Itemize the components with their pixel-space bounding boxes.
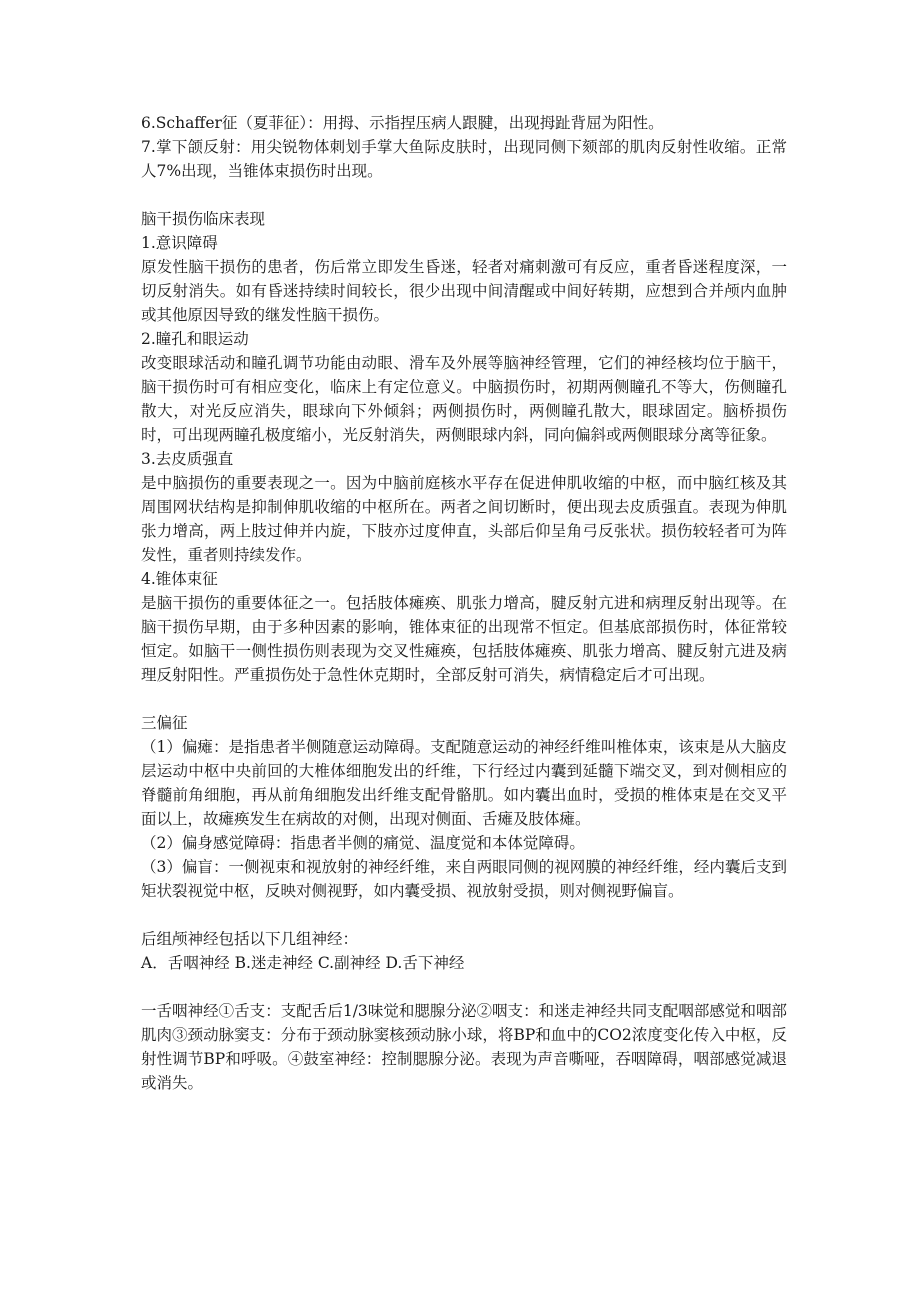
hemianesthesia-item: （2）偏身感觉障碍：指患者半侧的痛觉、温度觉和本体觉障碍。 [141, 834, 585, 852]
posterior-nerves-list: A．舌咽神经 B.迷走神经 C.副神经 D.舌下神经 [141, 954, 465, 972]
three-signs-heading: 三偏征 [141, 714, 188, 732]
section-title-pyramidal: 4.锥体束征 [141, 570, 218, 588]
spacer [141, 687, 787, 711]
document-page [141, 111, 787, 1095]
palmomental-reflex-line: 7.掌下颌反射：用尖锐物体刺划手掌大鱼际皮肤时，出现同侧下颏部的肌肉反射性收缩。正常人7%出现，当锥体束损伤时出现。 [141, 138, 787, 180]
spacer [141, 183, 787, 207]
hemiplegia-item: （1）偏瘫：是指患者半侧随意运动障碍。支配随意运动的神经纤维叫椎体束，该束是从大脑皮层运动中枢中央前回的大椎体细胞发出的纤维，下行经过内囊到延髓下端交叉，到对侧相应的脊髓前角细胞，再从前角细胞发出纤维支配骨骼肌。如内囊出血时，受损的椎体束是在交叉平面以上，故瘫痪发生在病故的对侧，出现对侧面、舌瘫及肢体瘫。 [141, 738, 787, 828]
schaffer-sign-line: 6.Schaffer征（夏菲征）：用拇、示指捏压病人跟腱，出现拇趾背屈为阳性。 [141, 114, 664, 132]
brainstem-heading: 脑干损伤临床表现 [141, 210, 266, 228]
section-body-pyramidal: 是脑干损伤的重要体征之一。包括肢体瘫痪、肌张力增高，腱反射亢进和病理反射出现等。在脑干损伤早期，由于多种因素的影响，锥体束征的出现常不恒定。但基底部损伤时，体征常较恒定。如脑干一侧性损伤则表现为交叉性瘫痪，包括肢体瘫痪、肌张力增高、腱反射亢进及病理反射阳性。严重损伤处于急性休克期时，全部反射可消失，病情稳定后才可出现。 [141, 594, 787, 684]
spacer [141, 903, 787, 927]
section-body-decorticate: 是中脑损伤的重要表现之一。因为中脑前庭核水平存在促进伸肌收缩的中枢，而中脑红核及其周围网状结构是抑制伸肌收缩的中枢所在。两者之间切断时，便出现去皮质强直。表现为伸肌张力增高，两上肢过伸并内旋，下肢亦过度伸直，头部后仰呈角弓反张状。损伤较轻者可为阵发性，重者则持续发作。 [141, 474, 787, 564]
section-title-consciousness: 1.意识障碍 [141, 234, 218, 252]
spacer [141, 975, 787, 999]
posterior-nerves-intro: 后组颅神经包括以下几组神经： [141, 930, 359, 948]
section-body-consciousness: 原发性脑干损伤的患者，伤后常立即发生昏迷，轻者对痛刺激可有反应，重者昏迷程度深，一切反射消失。如有昏迷持续时间较长，很少出现中间清醒或中间好转期，应想到合并颅内血肿或其他原因导致的继发性脑干损伤。 [141, 258, 787, 324]
section-title-pupil: 2.瞳孔和眼运动 [141, 330, 249, 348]
glossopharyngeal-paragraph: 一舌咽神经①舌支：支配舌后1/3味觉和腮腺分泌②咽支：和迷走神经共同支配咽部感觉和咽部肌肉③颈动脉窦支：分布于颈动脉窦核颈动脉小球，将BP和血中的CO2浓度变化传入中枢，反射性调节BP和呼吸。④鼓室神经：控制腮腺分泌。表现为声音嘶哑，吞咽障碍，咽部感觉减退或消失。 [141, 1002, 787, 1092]
section-body-pupil: 改变眼球活动和瞳孔调节功能由动眼、滑车及外展等脑神经管理，它们的神经核均位于脑干，脑干损伤时可有相应变化，临床上有定位意义。中脑损伤时，初期两侧瞳孔不等大，伤侧瞳孔散大，对光反应消失，眼球向下外倾斜；两侧损伤时，两侧瞳孔散大，眼球固定。脑桥损伤时，可出现两瞳孔极度缩小，光反射消失，两侧眼球内斜，同向偏斜或两侧眼球分离等征象。 [141, 354, 787, 444]
hemianopia-item: （3）偏盲：一侧视束和视放射的神经纤维，来自两眼同侧的视网膜的神经纤维，经内囊后支到矩状裂视觉中枢，反映对侧视野，如内囊受损、视放射受损，则对侧视野偏盲。 [141, 858, 787, 900]
section-title-decorticate: 3.去皮质强直 [141, 450, 234, 468]
